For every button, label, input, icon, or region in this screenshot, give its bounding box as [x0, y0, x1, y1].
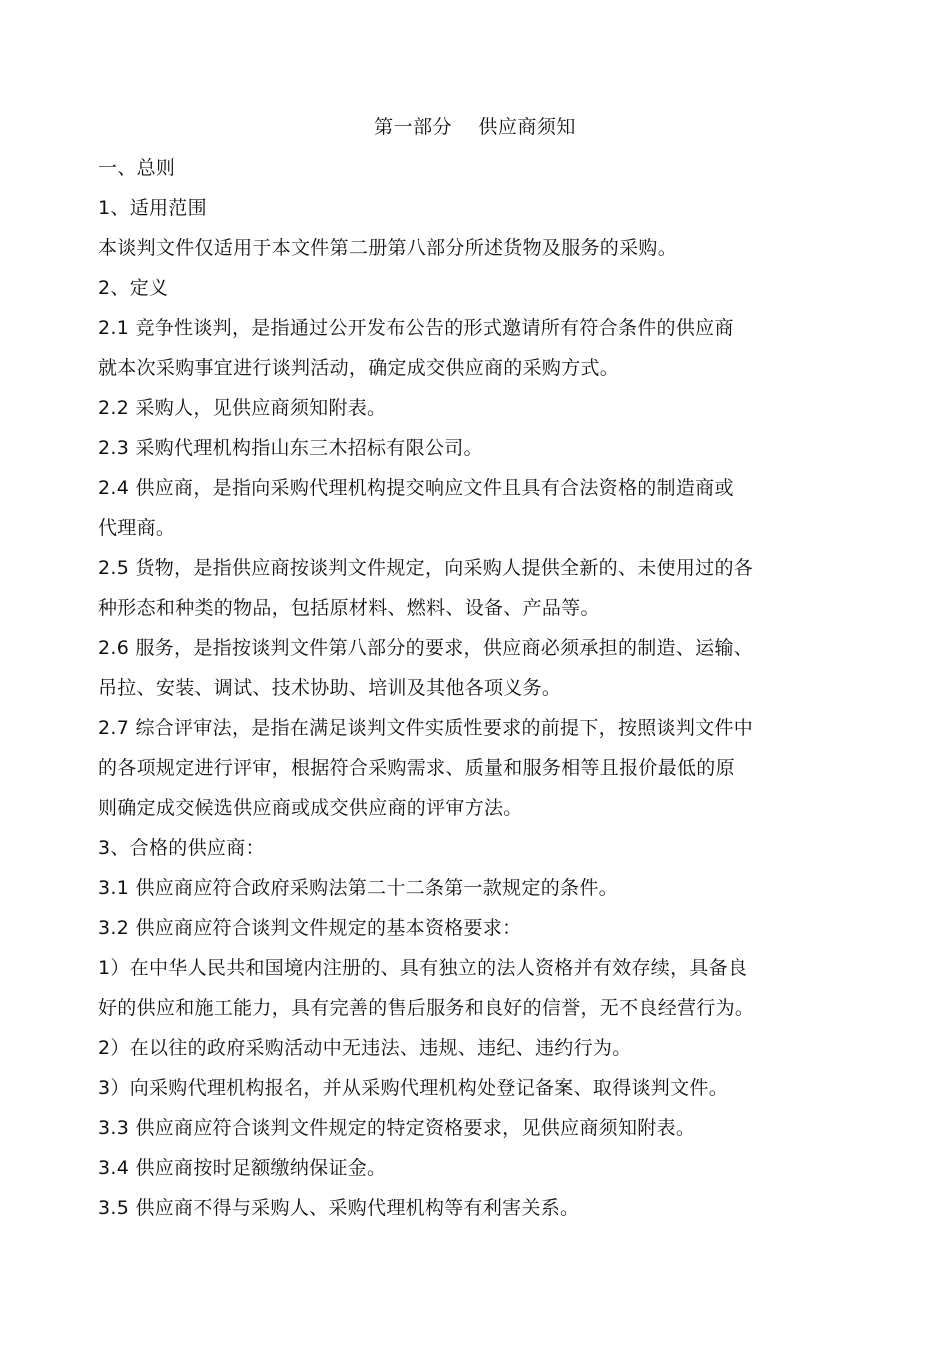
paragraph-line: 3）向采购代理机构报名，并从采购代理机构处登记备案、取得谈判文件。 [98, 1077, 728, 1099]
paragraph-line: 就本次采购事宜进行谈判活动，确定成交供应商的采购方式。 [98, 357, 620, 379]
paragraph-line: 3.4 供应商按时足额缴纳保证金。 [98, 1157, 387, 1179]
paragraph-line: 2.2 采购人，见供应商须知附表。 [98, 397, 387, 419]
paragraph-line: 2.7 综合评审法，是指在满足谈判文件实质性要求的前提下，按照谈判文件中 [98, 717, 754, 739]
paragraph-line: 好的供应和施工能力，具有完善的售后服务和良好的信誉，无不良经营行为。 [98, 997, 755, 1019]
paragraph-line: 本谈判文件仅适用于本文件第二册第八部分所述货物及服务的采购。 [98, 237, 678, 259]
paragraph-line: 吊拉、安装、调试、技术协助、培训及其他各项义务。 [98, 677, 562, 699]
paragraph-line: 的各项规定进行评审，根据符合采购需求、质量和服务相等且报价最低的原 [98, 757, 735, 779]
paragraph-line: 3.2 供应商应符合谈判文件规定的基本资格要求： [98, 917, 522, 939]
paragraph-line: 3.1 供应商应符合政府采购法第二十二条第一款规定的条件。 [98, 877, 618, 899]
paragraph-line: 1）在中华人民共和国境内注册的、具有独立的法人资格并有效存续，具备良 [98, 957, 748, 979]
paragraph-line: 一、总则 [98, 157, 176, 179]
paragraph-line: 1、适用范围 [98, 197, 207, 219]
page-title: 第一部分 供应商须知 [374, 116, 576, 138]
paragraph-line: 2、定义 [98, 277, 169, 299]
paragraph-line: 2.4 供应商，是指向采购代理机构提交响应文件且具有合法资格的制造商或 [98, 477, 734, 499]
paragraph-line: 2.5 货物，是指供应商按谈判文件规定，向采购人提供全新的、未使用过的各 [98, 557, 754, 579]
document-body [98, 148, 818, 1228]
paragraph-line: 代理商。 [98, 517, 176, 539]
paragraph-line: 3.3 供应商应符合谈判文件规定的特定资格要求，见供应商须知附表。 [98, 1117, 696, 1139]
paragraph-line: 2.1 竞争性谈判，是指通过公开发布公告的形式邀请所有符合条件的供应商 [98, 317, 734, 339]
paragraph-line: 2.6 服务，是指按谈判文件第八部分的要求，供应商必须承担的制造、运输、 [98, 637, 754, 659]
paragraph-line: 3、合格的供应商： [98, 837, 265, 859]
paragraph-line: 2.3 采购代理机构指山东三木招标有限公司。 [98, 437, 483, 459]
paragraph-line: 2）在以往的政府采购活动中无违法、违规、违纪、违约行为。 [98, 1037, 632, 1059]
paragraph-line: 3.5 供应商不得与采购人、采购代理机构等有利害关系。 [98, 1197, 580, 1219]
paragraph-line: 种形态和种类的物品，包括原材料、燃料、设备、产品等。 [98, 597, 600, 619]
paragraph-line: 则确定成交候选供应商或成交供应商的评审方法。 [98, 797, 523, 819]
